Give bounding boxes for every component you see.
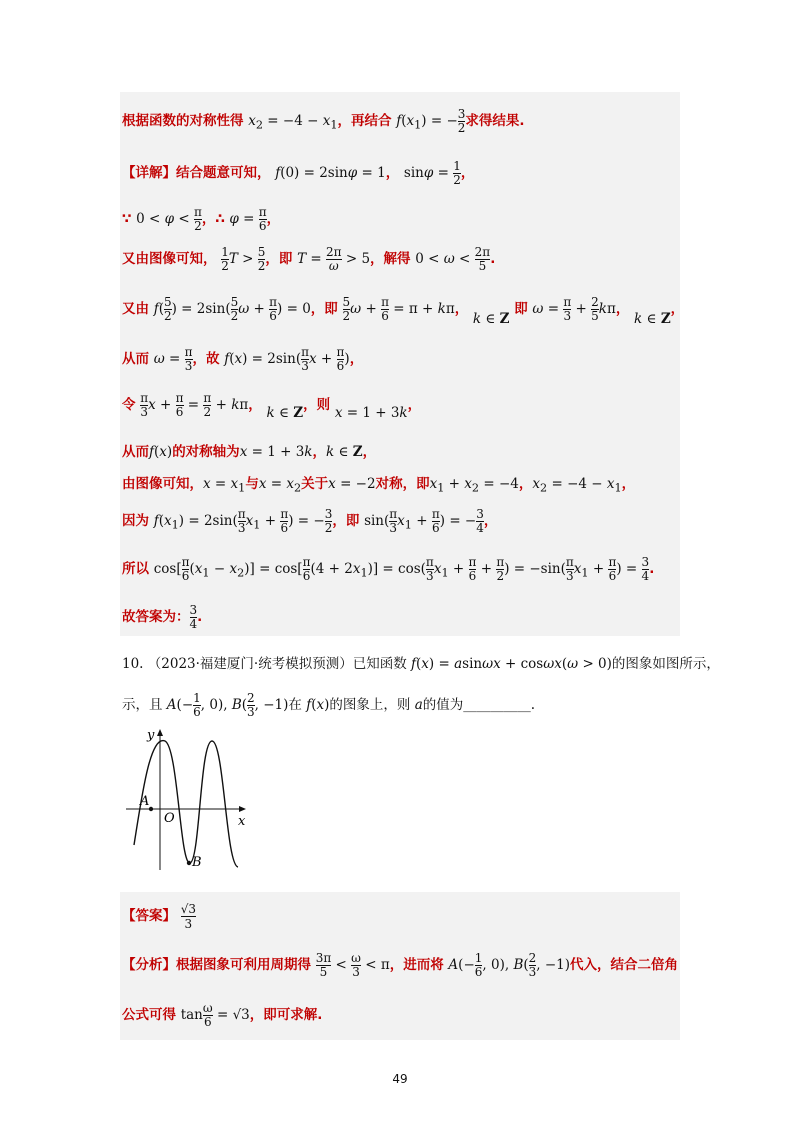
- y-axis-label: y: [147, 728, 155, 743]
- solution-line-8: 从而f(x)的对称轴为x = 1 + 3k，k ∈ Z，: [122, 444, 377, 460]
- question-line-2: 示，且 A(− $\frac{1}{6}$ , 0), B( $\frac{2}{3}$ , −1)在 f(x)的图象上，则 a的值为__________.: [122, 691, 536, 719]
- question-line-1: 10. （2023·福建厦门·统考模拟预测）已知函数 f(x) = asinωx + cosωx(ω > 0)的图象如图所示，: [122, 656, 720, 672]
- answer-label: 【答案】: [122, 908, 176, 924]
- y-axis-arrow: [157, 729, 163, 736]
- point-a-label: A: [140, 794, 150, 809]
- point-b: [187, 861, 191, 865]
- solution-line-2: 【详解】结合题意可知， f(0) = 2sinφ = 1， sinφ = $\frac{1}{2}$ ，: [122, 159, 475, 187]
- solution-line-9: 由图像可知，$x = x_1$与$x = x_2$关于x = −2对称，即$x_1 + x_2 = -4$，$x_2 = -4 - x_1$，: [122, 476, 636, 495]
- answer-value: $\frac{√3}{3}$: [180, 902, 196, 931]
- answer-line: [122, 902, 196, 931]
- solution-line-3: ∵ 0 < φ < $\frac{\pi}{2}$ ，∴ φ = $\frac{\pi}{6}$ ，: [122, 205, 281, 233]
- solution-line-12: 故答案为： $\frac{3}{4}$ .: [122, 603, 203, 631]
- solution-line-6: 从而 ω = $\frac{\pi}{3}$ ，故 f(x) = 2sin( $\frac{\pi}{3}$ x + $\frac{\pi}{6}$ )，: [122, 345, 364, 373]
- solution-line-11: 所以 cos[ $\frac{\pi}{6}$ $(x_1 - x_2)] = \cos$[ $\frac{\pi}{6}$ $(4 + 2x_1)] = \cos$( $\frac{\pi}{3}$ $x_1$ + $\frac{\pi}{6}$ + $\frac{\pi}{2}$ ) = −sin( $\frac{\pi}{3}$ $x_1$ + $\frac{\pi}{6}$ ) = $\frac{3}{4}$ .: [122, 555, 655, 583]
- function-graph: [120, 725, 260, 875]
- analysis-line-1: 【分析】根据图象可利用周期得 $\frac{3\pi}{5}$ < $\frac{\omega}{3}$ < π，进而将 A(− $\frac{1}{6}$ , 0), B( $\frac{2}{3}$ , −1)代入，结合二倍角: [122, 951, 679, 979]
- x-axis-arrow: [239, 806, 246, 812]
- page-number: 49: [392, 1072, 408, 1086]
- solution-line-10: 因为 $f(x_1) = 2\sin$( $\frac{\pi}{3}$ $x_1$ + $\frac{\pi}{6}$ ) = − $\frac{3}{2}$ ，即 sin( $\frac{\pi}{3}$ $x_1$ + $\frac{\pi}{6}$ ) = − $\frac{3}{4}$ ，: [122, 507, 498, 535]
- point-b-label: B: [192, 855, 202, 870]
- sine-curve: [134, 741, 238, 867]
- x-axis-label: x: [238, 814, 246, 829]
- solution-line-7: 令 $\frac{\pi}{3}$ x + $\frac{\pi}{6}$ = $\frac{\pi}{2}$ + kπ， k ∈ Z，则 x = 1 + 3k，: [122, 391, 422, 421]
- solution-line-5: 又由 f( $\frac{5}{2}$ ) = 2sin( $\frac{5}{2}$ ω + $\frac{\pi}{6}$ ) = 0，即 $\frac{5}{2}$ ω + $\frac{\pi}{6}$ = π + kπ， k ∈ Z 即 ω = $\frac{\pi}{3}$ + $\frac{2}{5}$ kπ， k ∈ Z，: [122, 295, 685, 327]
- solution-line-1: 根据函数的对称性得 $x_2 = -4 - x_1$，再结合 $f(x_1)$ = − $\frac{3}{2}$ 求得结果.: [122, 107, 525, 135]
- origin-label: O: [164, 811, 175, 826]
- point-a: [149, 807, 153, 811]
- solution-line-4: 又由图像可知， $\frac{1}{2}$ T > $\frac{5}{2}$ ，即 T = $\frac{2\pi}{\omega}$ > 5，解得 0 < ω < $\frac{2\pi}{5}$ .: [122, 245, 496, 273]
- analysis-line-2: 公式可得 tan $\frac{\omega}{6}$ = √3，即可求解.: [122, 1001, 323, 1029]
